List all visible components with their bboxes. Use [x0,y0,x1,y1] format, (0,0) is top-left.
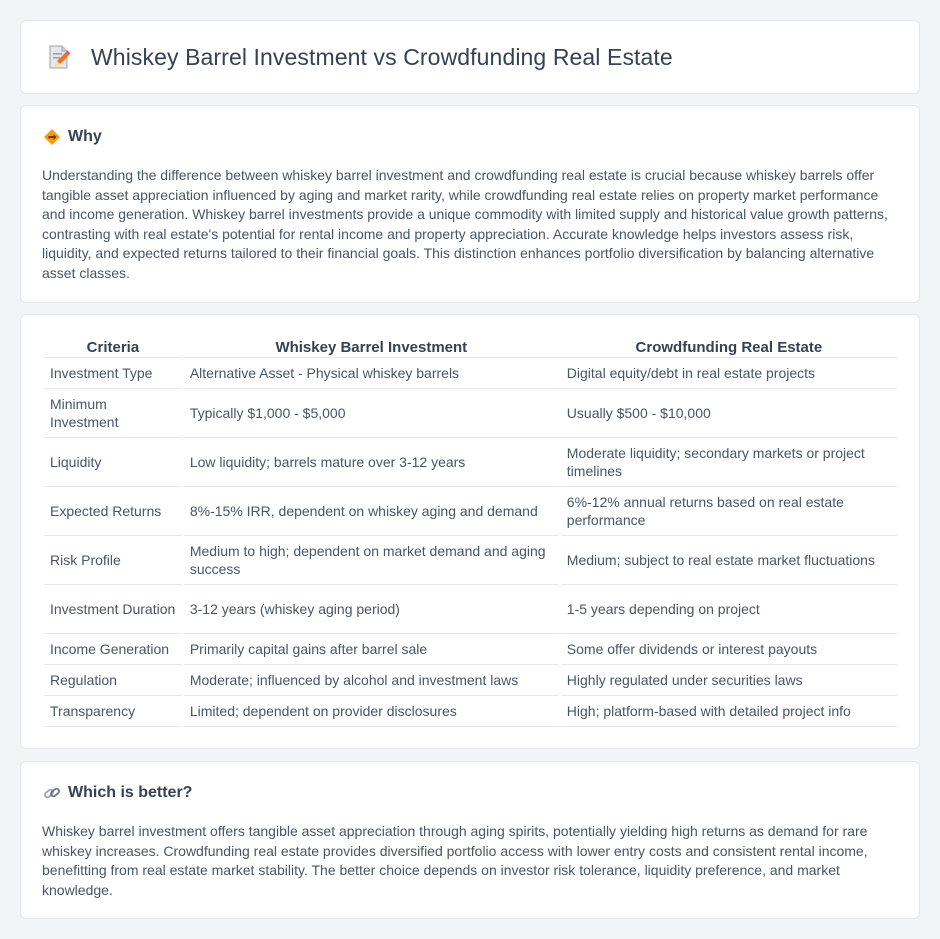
cell-whiskey: 8%-15% IRR, dependent on whiskey aging and demand [184,487,559,536]
document-pencil-icon [45,43,73,71]
cell-criteria: Transparency [44,696,182,727]
cell-criteria: Investment Duration [44,585,182,634]
table-row [44,536,897,585]
cell-crowdfunding: Some offer dividends or interest payouts [561,634,897,665]
header-whiskey: Whiskey Barrel Investment [184,337,559,358]
cell-criteria: Regulation [44,665,182,696]
cell-whiskey: Typically $1,000 - $5,000 [184,389,559,438]
cell-criteria: Investment Type [44,358,182,389]
cell-whiskey: Moderate; influenced by alcohol and investment laws [184,665,559,696]
cell-crowdfunding: Moderate liquidity; secondary markets or project timelines [561,438,897,487]
table-row [44,696,897,727]
why-heading-row [43,128,102,146]
title-row [45,43,673,71]
header-card [20,20,920,94]
table-row [44,389,897,438]
table-row [44,358,897,389]
why-heading: Why [68,128,102,145]
cell-criteria: Risk Profile [44,536,182,585]
cell-crowdfunding: Highly regulated under securities laws [561,665,897,696]
better-heading: Which is better? [68,784,193,801]
which-better-section [20,761,920,919]
cell-crowdfunding: Medium; subject to real estate market fluctuations [561,536,897,585]
better-heading-row [43,784,192,802]
cell-crowdfunding: High; platform-based with detailed project info [561,696,897,727]
table-row [44,634,897,665]
cell-whiskey: Primarily capital gains after barrel sale [184,634,559,665]
table-row [44,487,897,536]
better-text: Whiskey barrel investment offers tangible asset appreciation through aging spirits, potentially yielding high returns as demand for rare whiskey increases. Crowdfunding real estate provides diversified portfolio access with lower entry costs and consistent rental income, benefitting from real estate market stability. The better choice depends on investor risk tolerance, liquidity preference, and market knowledge. [42,823,868,898]
link-icon [43,784,61,802]
table-row [44,438,897,487]
why-text: Understanding the difference between whiskey barrel investment and crowdfunding real estate is crucial because whiskey barrels offer tangible asset appreciation influenced by aging and market rarity, while crowdfunding real estate relies on property market performance and income generation. Whiskey barrel investments provide a unique commodity with limited supply and historical value growth patterns, contrasting with real estate's potential for rental income and property appreciation. Accurate knowledge helps investors assess risk, liquidity, and expected returns tailored to their financial goals. This distinction enhances portfolio diversification by balancing alternative asset classes. [42,167,888,281]
cell-crowdfunding: Usually $500 - $10,000 [561,389,897,438]
cell-crowdfunding: 1-5 years depending on project [561,585,897,634]
cell-criteria: Minimum Investment [44,389,182,438]
cell-whiskey: Alternative Asset - Physical whiskey barrels [184,358,559,389]
header-crowdfunding: Crowdfunding Real Estate [561,337,897,358]
page-title: Whiskey Barrel Investment vs Crowdfunding Real Estate [91,43,673,70]
cell-whiskey: Low liquidity; barrels mature over 3-12 years [184,438,559,487]
comparison-table [42,337,899,727]
cell-criteria: Liquidity [44,438,182,487]
cell-criteria: Income Generation [44,634,182,665]
diamond-directions-icon [43,128,61,146]
cell-criteria: Expected Returns [44,487,182,536]
cell-crowdfunding: 6%-12% annual returns based on real estate performance [561,487,897,536]
header-criteria: Criteria [44,337,182,358]
cell-whiskey: 3-12 years (whiskey aging period) [184,585,559,634]
why-section [20,105,920,303]
cell-crowdfunding: Digital equity/debt in real estate projects [561,358,897,389]
table-row [44,585,897,634]
cell-whiskey: Limited; dependent on provider disclosures [184,696,559,727]
comparison-section [20,314,920,749]
table-header-row [44,337,897,358]
cell-whiskey: Medium to high; dependent on market demand and aging success [184,536,559,585]
table-row [44,665,897,696]
